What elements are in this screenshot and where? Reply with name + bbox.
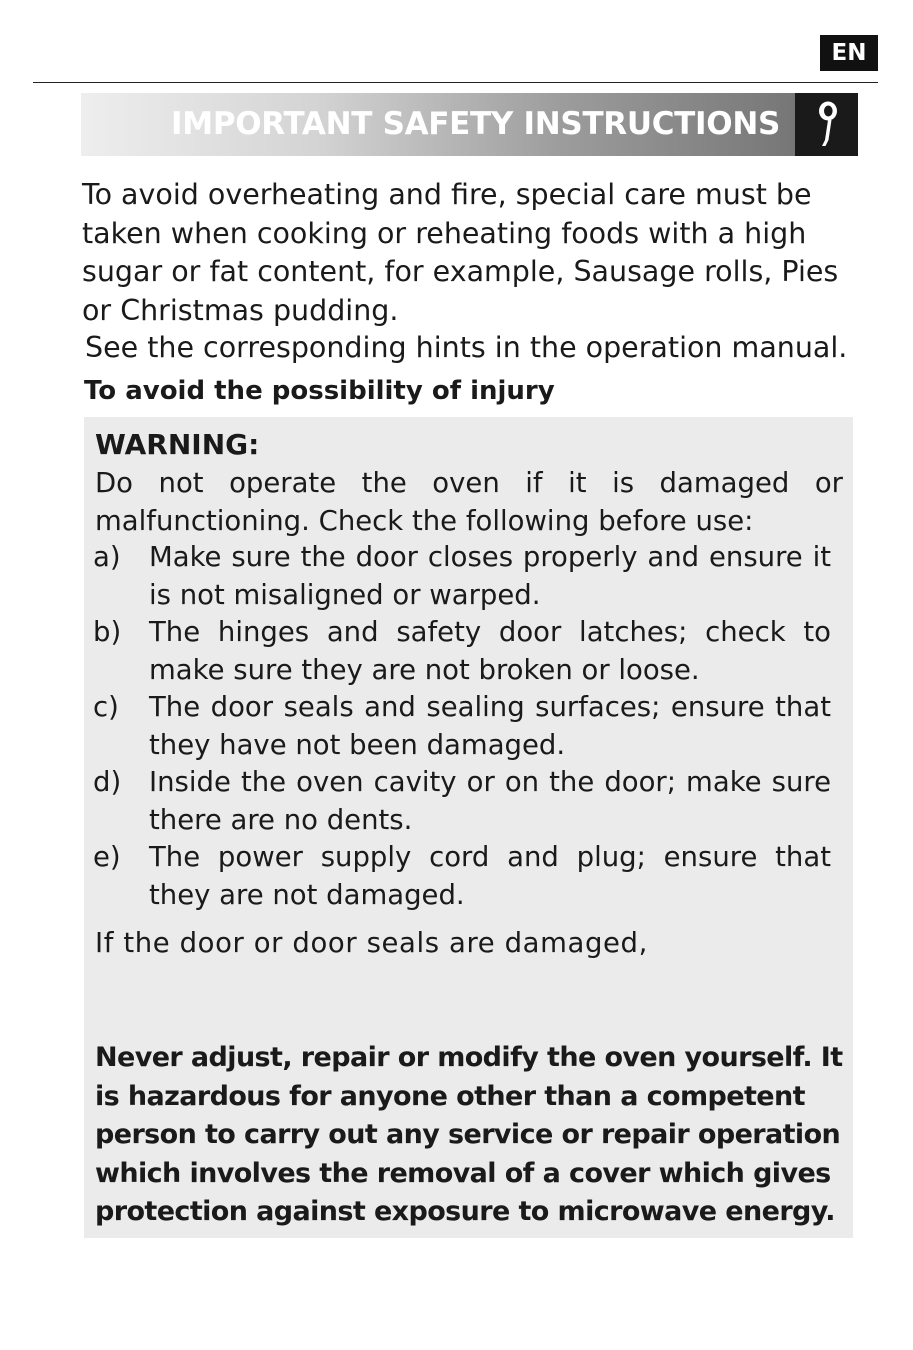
- warning-box: [84, 417, 853, 1238]
- check-list: [84, 539, 853, 914]
- never-adjust-warning: Never adjust, repair or modify the oven yourself. It is hazardous for anyone other than a competent person to carry out any service or repair operation which involves the removal of a cover which gives protection against exposure to microwave energy.: [95, 1042, 843, 1227]
- list-item-letter: c): [93, 691, 119, 723]
- list-item: [84, 689, 853, 764]
- list-item-letter: b): [93, 616, 122, 648]
- hints-note: See the corresponding hints in the operation manual.: [85, 331, 848, 364]
- language-badge: EN: [820, 35, 878, 71]
- list-item-text: The door seals and sealing surfaces; ensure that they have not been damaged.: [149, 691, 831, 761]
- safety-banner: [81, 93, 858, 156]
- list-item-text: Inside the oven cavity or on the door; make sure there are no dents.: [149, 766, 831, 836]
- list-item-text: Make sure the door closes properly and ensure it is not misaligned or warped.: [149, 541, 831, 611]
- list-item: [84, 614, 853, 689]
- door-damage-note: If the door or door seals are damaged,: [95, 927, 648, 959]
- list-item: [84, 539, 853, 614]
- list-item-text: The power supply cord and plug; ensure that they are not damaged.: [149, 841, 831, 911]
- list-item: [84, 764, 853, 839]
- list-item-letter: d): [93, 766, 122, 798]
- list-item: [84, 839, 853, 914]
- list-item-letter: a): [93, 541, 121, 573]
- injury-heading: To avoid the possibility of injury: [84, 376, 555, 406]
- info-icon: [795, 93, 858, 156]
- list-item-text: The hinges and safety door latches; check to make sure they are not broken or loose.: [149, 616, 831, 686]
- list-item-letter: e): [93, 841, 121, 873]
- warning-text: Do not operate the oven if it is damaged or malfunctioning. Check the following before use:: [95, 467, 843, 537]
- header-divider: [33, 82, 878, 83]
- warning-title: WARNING:: [95, 428, 260, 461]
- banner-title: IMPORTANT SAFETY INSTRUCTIONS: [171, 106, 780, 142]
- intro-paragraph: To avoid overheating and fire, special care must be taken when cooking or reheating foods with a high sugar or fat content, for example, Sausage rolls, Pies or Christmas pudding.: [82, 178, 839, 327]
